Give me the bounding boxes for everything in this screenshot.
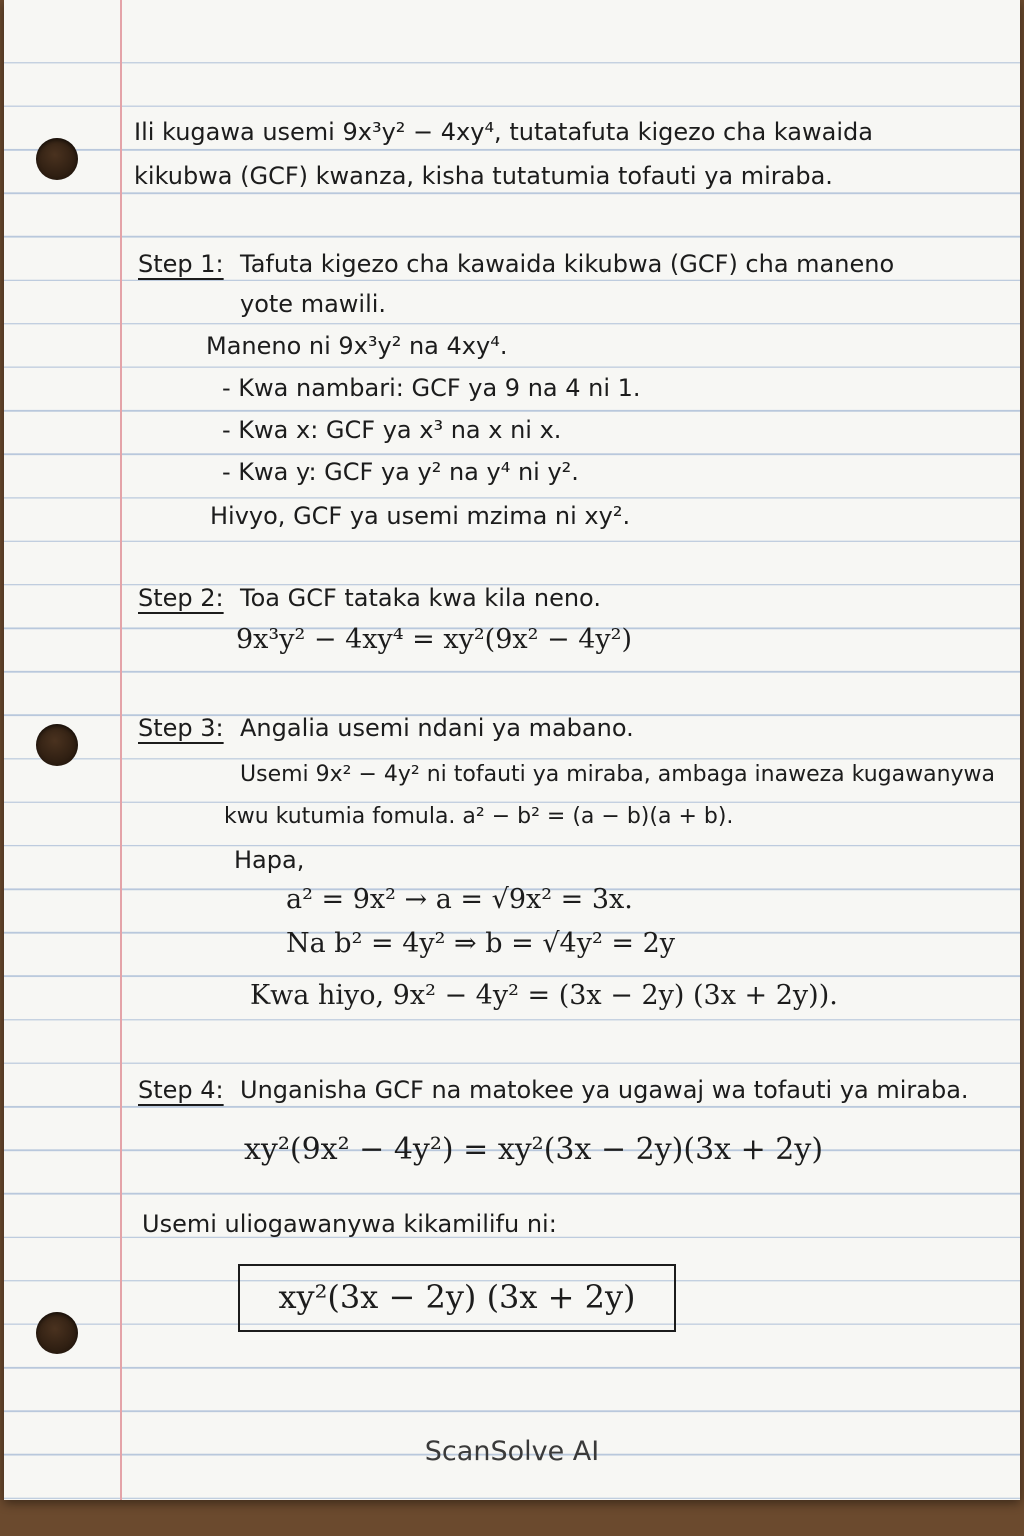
step-4-equation: xy²(9x² − 4y²) = xy²(3x − 2y)(3x + 2y) — [244, 1132, 824, 1167]
step-2-title: Toa GCF tataka kwa kila neno. — [240, 584, 601, 612]
step-3-hapa: Hapa, — [234, 846, 305, 874]
step-3-line-2: kwu kutumia fomula. a² − b² = (a − b)(a + b). — [224, 804, 734, 829]
step-1-conclusion: Hivyo, GCF ya usemi mzima ni xy². — [210, 502, 631, 530]
step-3-eq-b: Na b² = 4y² ⇒ b = √4y² = 2y — [286, 928, 675, 959]
step-4-label: Step 4: — [138, 1076, 224, 1104]
final-answer: xy²(3x − 2y) (3x + 2y) — [278, 1278, 636, 1316]
step-1-label: Step 1: — [138, 250, 224, 278]
footer-brand: ScanSolve AI — [424, 1436, 600, 1467]
step-1-bullet-x: - Kwa x: GCF ya x³ na x ni x. — [222, 416, 562, 444]
step-1-title-line-1: Tafuta kigezo cha kawaida kikubwa (GCF) cha maneno — [240, 250, 895, 278]
notebook-paper — [4, 0, 1020, 1500]
step-2-equation: 9x³y² − 4xy⁴ = xy²(9x² − 4y²) — [236, 624, 633, 655]
margin-line — [120, 0, 122, 1500]
step-1-bullet-y: - Kwa y: GCF ya y² na y⁴ ni y². — [222, 458, 579, 486]
step-4-title: Unganisha GCF na matokee ya ugawaj wa tofauti ya miraba. — [240, 1076, 969, 1104]
punch-hole — [36, 724, 78, 766]
punch-hole — [36, 138, 78, 180]
step-2-label: Step 2: — [138, 584, 224, 612]
intro-line-2: kikubwa (GCF) kwanza, kisha tutatumia tofauti ya miraba. — [134, 162, 833, 190]
step-3-result: Kwa hiyo, 9x² − 4y² = (3x − 2y) (3x + 2y)). — [250, 980, 838, 1011]
step-3-line-1: Usemi 9x² − 4y² ni tofauti ya miraba, ambaga inaweza kugawanywa — [240, 762, 996, 787]
intro-line-1: Ili kugawa usemi 9x³y² − 4xy⁴, tutatafuta kigezo cha kawaida — [134, 118, 873, 146]
step-3-eq-a: a² = 9x² → a = √9x² = 3x. — [286, 884, 633, 915]
punch-hole — [36, 1312, 78, 1354]
step-3-title: Angalia usemi ndani ya mabano. — [240, 714, 634, 742]
step-1-title-line-2: yote mawili. — [240, 290, 387, 318]
step-3-label: Step 3: — [138, 714, 224, 742]
final-intro: Usemi uliogawanywa kikamilifu ni: — [142, 1210, 557, 1238]
step-1-terms: Maneno ni 9x³y² na 4xy⁴. — [206, 332, 508, 360]
final-answer-box — [238, 1264, 676, 1332]
step-1-bullet-numbers: - Kwa nambari: GCF ya 9 na 4 ni 1. — [222, 374, 641, 402]
